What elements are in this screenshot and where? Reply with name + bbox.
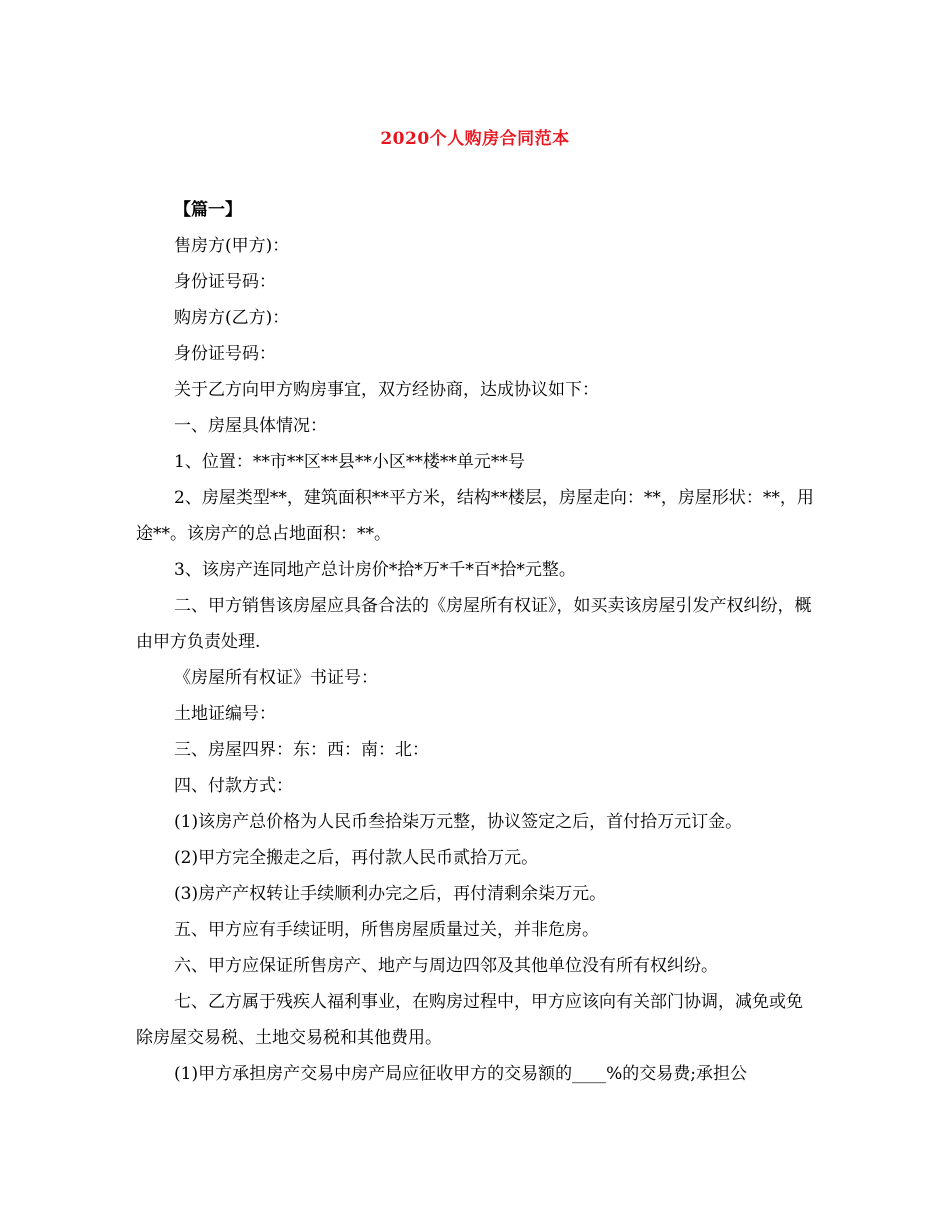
paragraph: (1)甲方承担房产交易中房产局应征收甲方的交易额的____%的交易费;承担公 (174, 1064, 747, 1084)
paragraph: 3、该房产连同地产总计房价*拾*万*千*百*拾*元整。 (174, 560, 576, 580)
paragraph: 身份证号码： (174, 272, 276, 292)
section-heading: 【篇一】 (174, 200, 242, 220)
paragraph: 六、甲方应保证所售房产、地产与周边四邻及其他单位没有所有权纠纷。 (174, 956, 718, 976)
paragraph: 关于乙方向甲方购房事宜，双方经协商，达成协议如下： (174, 380, 599, 400)
paragraph: 2、房屋类型**，建筑面积**平方米，结构**楼层，房屋走向：**，房屋形状：**，用途**。该房产的总占地面积：**。 (136, 488, 814, 544)
paragraph: 五、甲方应有手续证明，所售房屋质量过关，并非危房。 (174, 920, 599, 940)
document-title: 2020个人购房合同范本 (380, 129, 570, 149)
paragraph: 购房方(乙方)： (174, 308, 290, 328)
paragraph: 《房屋所有权证》书证号： (174, 668, 378, 688)
paragraph: 二、甲方销售该房屋应具备合法的《房屋所有权证》，如买卖该房屋引发产权纠纷，概由甲方负责处理. (136, 596, 812, 652)
paragraph: (3)房产产权转让手续顺利办完之后，再付清剩余柒万元。 (174, 884, 607, 904)
paragraph: 售房方(甲方)： (174, 236, 290, 256)
paragraph: 身份证号码： (174, 344, 276, 364)
paragraph: 1、位置：**市**区**县**小区**楼**单元**号 (174, 452, 525, 472)
paragraph: 七、乙方属于残疾人福利事业，在购房过程中，甲方应该向有关部门协调，减免或免除房屋交易税、土地交易税和其他费用。 (136, 992, 803, 1048)
paragraph: (1)该房产总价格为人民币叁拾柒万元整，协议签定之后，首付拾万元订金。 (174, 812, 743, 832)
paragraph: 土地证编号： (174, 704, 276, 724)
document-body (136, 192, 816, 1092)
paragraph: 三、房屋四界：东：西：南：北： (174, 740, 429, 760)
paragraph: 四、付款方式： (174, 776, 293, 796)
paragraph: 一、房屋具体情况： (174, 416, 327, 436)
paragraph: (2)甲方完全搬走之后，再付款人民币贰拾万元。 (174, 848, 539, 868)
